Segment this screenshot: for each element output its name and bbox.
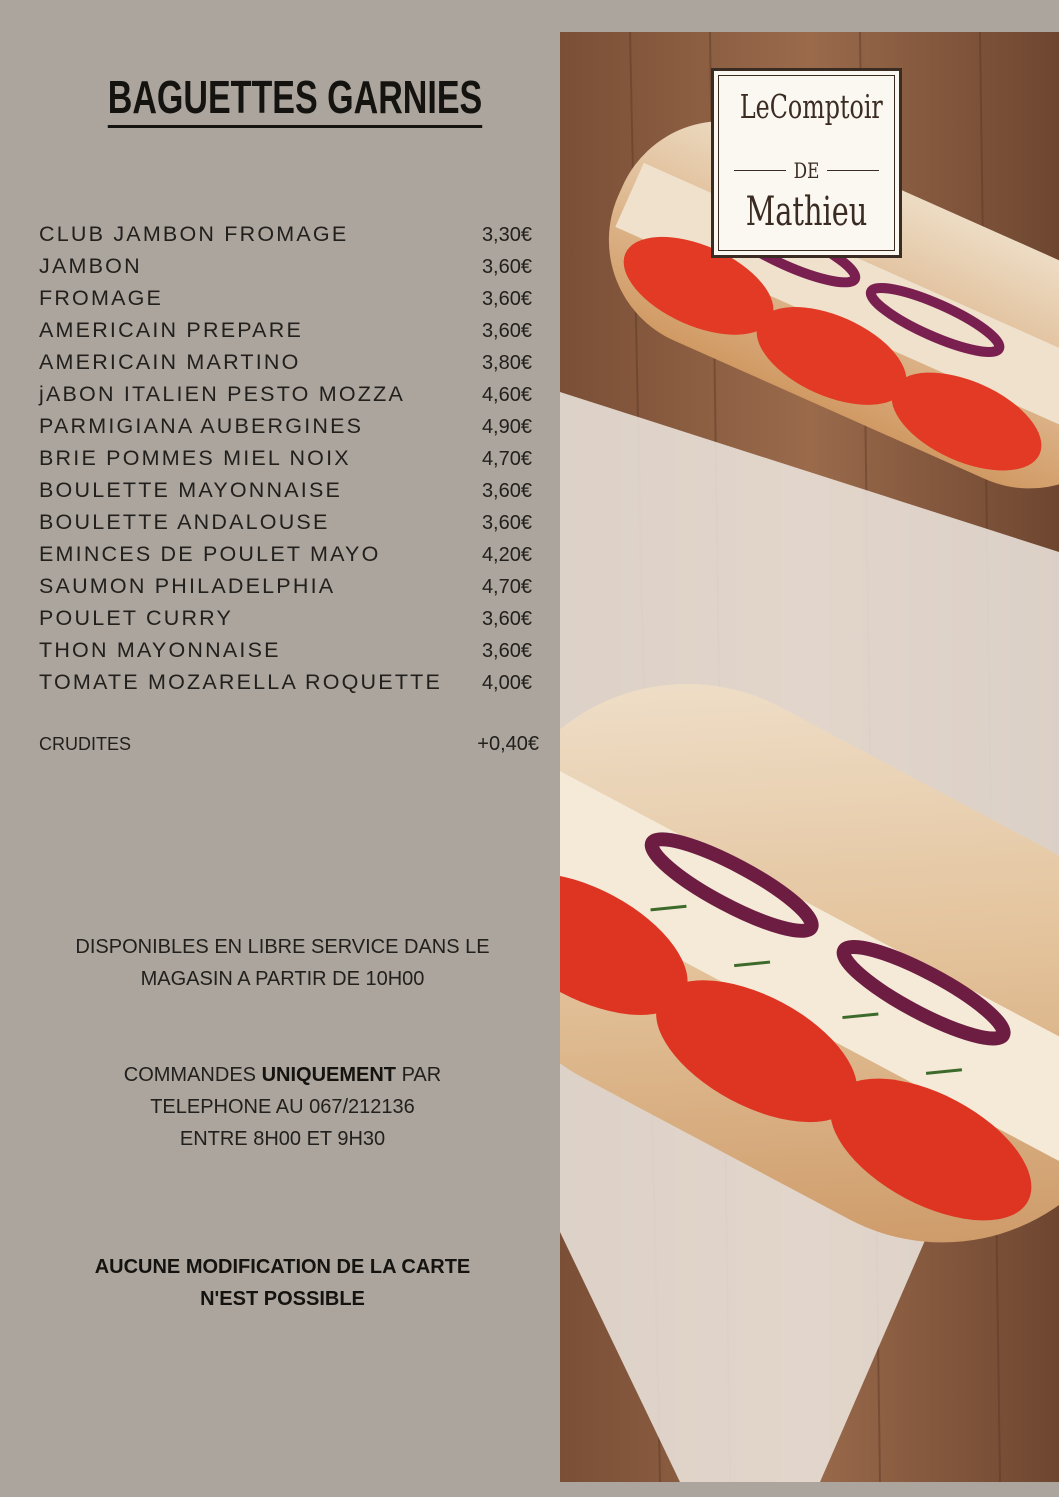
menu-item-name: BRIE POMMES MIEL NOIX	[39, 446, 351, 470]
menu-item-price: 4,90€	[481, 416, 532, 438]
menu-item-name: SAUMON PHILADELPHIA	[39, 574, 336, 598]
menu-item-price: 4,70€	[481, 576, 532, 598]
menu-item-name: AMERICAIN MARTINO	[39, 350, 301, 374]
menu-item-price: 4,20€	[481, 544, 532, 566]
menu-item-price: 3,60€	[481, 256, 532, 278]
menu-item-name: BOULETTE MAYONNAISE	[39, 478, 343, 502]
menu-item-price: 3,60€	[481, 320, 532, 342]
menu-item-price: 3,80€	[481, 352, 532, 374]
menu-item	[39, 542, 539, 574]
orders-note	[30, 1059, 535, 1155]
menu-item-name: jABON ITALIEN PESTO MOZZA	[39, 382, 406, 406]
extra-name: CRUDITES	[39, 734, 132, 754]
menu-item	[39, 222, 539, 254]
menu-item	[39, 350, 539, 382]
menu-item-name: AMERICAIN PREPARE	[39, 318, 303, 342]
menu-item-price: 3,60€	[481, 480, 532, 502]
restaurant-logo	[711, 68, 902, 258]
menu-item-price: 4,00€	[481, 672, 532, 694]
menu-item	[39, 478, 539, 510]
page-title	[77, 70, 514, 124]
warning-line-2: N'EST POSSIBLE	[200, 1288, 365, 1310]
menu-item	[39, 382, 539, 414]
menu-item-price: 3,60€	[481, 288, 532, 310]
availability-note	[30, 931, 535, 995]
menu-list	[39, 222, 539, 702]
title-text: BAGUETTES GARNIES	[108, 71, 482, 128]
availability-line-1: DISPONIBLES EN LIBRE SERVICE DANS LE	[75, 936, 490, 958]
menu-item	[39, 286, 539, 318]
menu-item-name: JAMBON	[39, 254, 142, 278]
warning-note	[30, 1251, 535, 1315]
menu-item	[39, 574, 539, 606]
menu-item	[39, 670, 539, 702]
menu-item-price: 4,60€	[481, 384, 532, 406]
menu-item-price: 3,60€	[481, 512, 532, 534]
availability-line-2: MAGASIN A PARTIR DE 10H00	[140, 968, 425, 990]
warning-line-1: AUCUNE MODIFICATION DE LA CARTE	[94, 1256, 471, 1278]
extra-price: +0,40€	[477, 733, 539, 755]
orders-line-2: TELEPHONE AU 067/212136	[150, 1096, 415, 1118]
menu-item-price: 3,60€	[481, 608, 532, 630]
menu-item-price: 3,30€	[481, 224, 532, 246]
menu-item-name: PARMIGIANA AUBERGINES	[39, 414, 364, 438]
menu-item-name: POULET CURRY	[39, 606, 234, 630]
menu-item	[39, 254, 539, 286]
menu-item-name: FROMAGE	[39, 286, 164, 310]
menu-item-price: 4,70€	[481, 448, 532, 470]
logo-line-2: DE	[793, 159, 820, 183]
menu-item-name: THON MAYONNAISE	[39, 638, 281, 662]
menu-item	[39, 318, 539, 350]
menu-item	[39, 414, 539, 446]
orders-suffix: PAR	[396, 1064, 442, 1086]
logo-line-1: LeComptoir	[739, 87, 883, 126]
menu-item-name: BOULETTE ANDALOUSE	[39, 510, 330, 534]
menu-item	[39, 446, 539, 478]
orders-line-3: ENTRE 8H00 ET 9H30	[179, 1128, 386, 1150]
orders-line-1	[30, 1059, 535, 1091]
extra-row	[39, 733, 539, 756]
logo-divider-right	[827, 170, 879, 171]
orders-emphasis: UNIQUEMENT	[261, 1064, 397, 1086]
menu-item-name: CLUB JAMBON FROMAGE	[39, 222, 349, 246]
logo-line-3: Mathieu	[745, 189, 868, 235]
menu-item-name: EMINCES DE POULET MAYO	[39, 542, 381, 566]
orders-prefix: COMMANDES	[123, 1064, 262, 1086]
menu-item	[39, 638, 539, 670]
menu-item	[39, 510, 539, 542]
menu-item	[39, 606, 539, 638]
menu-item-price: 3,60€	[481, 640, 532, 662]
menu-item-name: TOMATE MOZARELLA ROQUETTE	[39, 670, 443, 694]
